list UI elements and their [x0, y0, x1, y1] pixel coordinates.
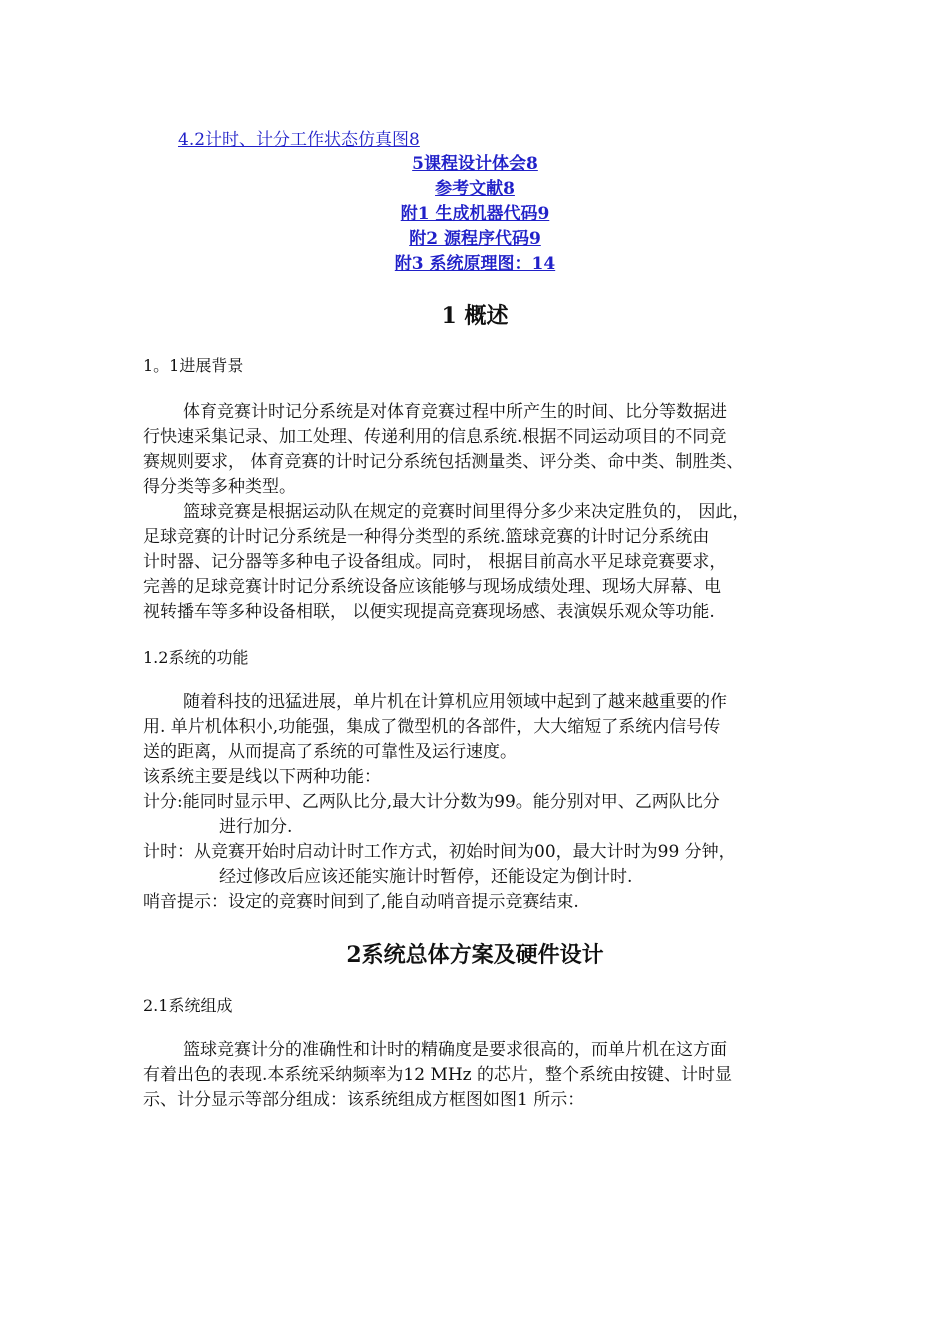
toc-link-appendix-3[interactable]: 附3 系统原理图：14: [394, 254, 556, 274]
text-line: 视转播车等多种设备相联， 以便实现提高竞赛现场感、表演娱乐观众等功能.: [143, 602, 715, 622]
function-whistle: 哨音提示：设定的竞赛时间到了,能自动哨音提示竞赛结束.: [143, 892, 579, 912]
section-1-2-paragraph-1: [143, 690, 823, 915]
text-line: 随着科技的迅猛进展，单片机在计算机应用领域中起到了越来越重要的作: [183, 692, 727, 712]
text-line: 有着出色的表现.本系统采纳频率为12 MHz 的芯片，整个系统由按键、计时显: [143, 1065, 733, 1085]
text-line: 足球竞赛的计时记分系统是一种得分类型的系统.篮球竞赛的计时记分系统由: [143, 527, 710, 547]
toc-link-appendix-1[interactable]: 附1 生成机器代码9: [400, 204, 550, 224]
text-line: 用. 单片机体积小,功能强，集成了微型机的各部件，大大缩短了系统内信号传: [143, 717, 721, 737]
text-line: 完善的足球竞赛计时记分系统设备应该能够与现场成绩处理、现场大屏幕、电: [143, 577, 721, 597]
section-2-1-paragraph-1: [143, 1038, 823, 1113]
text-line: 体育竞赛计时记分系统是对体育竞赛过程中所产生的时间、比分等数据进: [183, 402, 727, 422]
function-score-cont: 进行加分.: [219, 817, 293, 837]
text-line: 赛规则要求， 体育竞赛的计时记分系统包括测量类、评分类、命中类、制胜类、: [143, 452, 744, 472]
section-2-title: 2系统总体方案及硬件设计: [346, 942, 604, 968]
section-1-1-paragraph-2: [143, 500, 823, 625]
section-2-1-title: 2.1系统组成: [143, 996, 233, 1015]
text-line: 计时器、记分器等多种电子设备组成。同时， 根据目前高水平足球竞赛要求，: [143, 552, 727, 572]
section-1-1-title: 1。1进展背景: [143, 356, 244, 375]
text-line: 示、计分显示等部分组成：该系统组成方框图如图1 所示：: [143, 1090, 585, 1110]
function-intro: 该系统主要是线以下两种功能：: [143, 767, 381, 787]
function-timing: 计时：从竞赛开始时启动计时工作方式，初始时间为00，最大计时为99 分钟，: [143, 842, 736, 862]
text-line: 送的距离，从而提高了系统的可靠性及运行速度。: [143, 742, 517, 762]
toc-link-references[interactable]: 参考文献8: [435, 179, 515, 199]
toc-link-5[interactable]: 5课程设计体会8: [412, 154, 538, 174]
text-line: 得分类等多种类型。: [143, 477, 296, 497]
section-1-title: 1 概述: [441, 303, 509, 329]
text-line: 篮球竞赛是根据运动队在规定的竞赛时间里得分多少来决定胜负的， 因此，: [183, 502, 750, 522]
toc-link-4-2[interactable]: 4.2计时、计分工作状态仿真图8: [178, 130, 420, 150]
toc-link-appendix-2[interactable]: 附2 源程序代码9: [409, 229, 541, 249]
text-line: 行快速采集记录、加工处理、传递利用的信息系统.根据不同运动项目的不同竞: [143, 427, 727, 447]
section-1-2-title: 1.2系统的功能: [143, 648, 249, 667]
section-1-1-paragraph-1: [143, 400, 823, 500]
text-line: 篮球竞赛计分的准确性和计时的精确度是要求很高的，而单片机在这方面: [183, 1040, 727, 1060]
function-timing-cont: 经过修改后应该还能实施计时暂停，还能设定为倒计时.: [219, 867, 633, 887]
function-score: 计分:能同时显示甲、乙两队比分,最大计分数为99。能分别对甲、乙两队比分: [143, 792, 720, 812]
